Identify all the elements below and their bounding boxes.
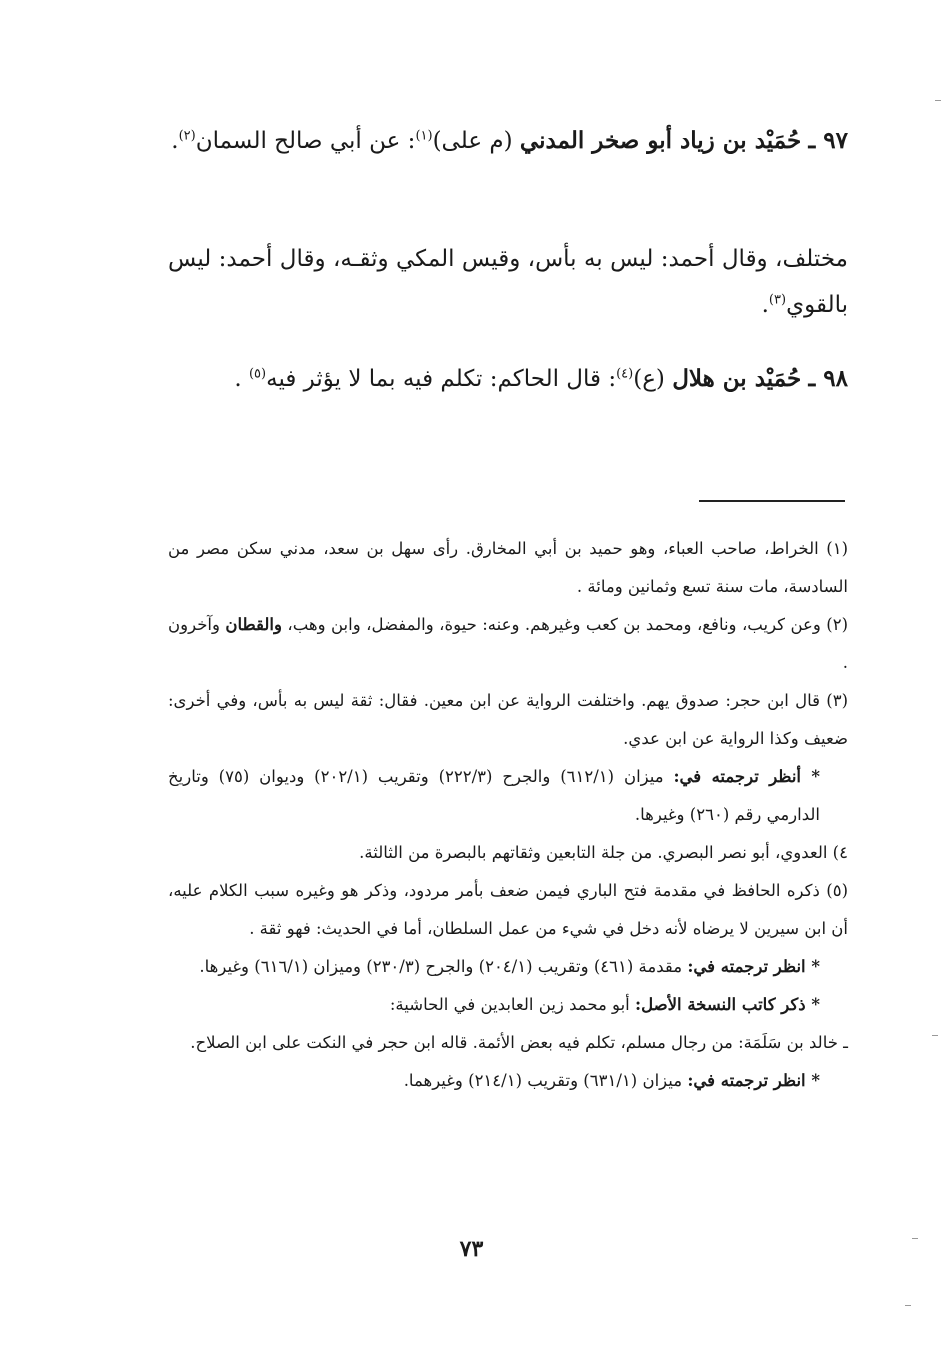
footnote-ref: (٥) [248,366,267,382]
footnote-text: (٢) وعن كريب، ونافع، ومحمد بن كعب وغيرهم. وعنه: حيوة، والمفضل، وابن وهب، [281,615,848,634]
footnote-5-khalid-sources [168,1062,848,1100]
sources-text: مقدمة (٤٦١) وتقريب (٢٠٤/١) والجرح (٢٣٠/٣) وميزان (٦١٦/١) وغيرها. [199,957,688,976]
sources-text: ميزان (٦١٢/١) والجرح (٢٢٢/٣) وتقريب (٢٠٢/١) وديوان (٧٥) وتاريخ الدارمي رقم (٢٦٠) وغيرها. [168,767,820,824]
entry-number: ٩٨ ـ [808,365,848,392]
narrator-code: (م على) [432,128,513,154]
footnote-5-scribe-note [168,986,848,1024]
entry-end: . [761,292,769,318]
entry-97-continuation [168,236,848,328]
sources-text: ميزان (٦٣١/١) وتقريب (٢١٤/١) وغيرهما. [403,1071,688,1090]
entry-end: . [234,366,249,392]
scribe-text: أبو محمد زين العابدين في الحاشية: [389,995,635,1014]
footnote-1: (١) الخراط، صاحب العباء، وهو حميد بن أبي المخارق. رأى سهل بن سعد، مدني سكن مصر من السادسة، مات سنة تسع وثمانين ومائة . [168,539,848,596]
entry-text: : عن أبي صالح السمان [195,128,416,154]
entry-end: . [171,128,179,154]
scan-mark [905,1305,911,1306]
footnote-ref: (٣) [768,292,787,308]
footnote-2 [168,606,848,682]
page-number: ٧٣ [459,1236,484,1262]
entry-98 [168,356,848,402]
footnote-ref: (٤) [616,366,634,382]
narrator-name: حُمَيْد بن زياد أبو صخر المدني [519,127,802,154]
entry-97 [168,118,848,164]
scan-mark [932,1035,938,1036]
narrator-name: حُمَيْد بن هلال [672,365,802,392]
narrator-code: (ع) [633,366,665,392]
scan-mark [912,1238,918,1239]
entry-number: ٩٧ ـ [808,127,848,154]
footnote-text-bold: والقطان [225,615,282,634]
footnote-5-sources [168,948,848,986]
footnotes [168,530,848,1100]
footnote-5-khalid: ـ خالد بن سَلَمَة: من رجال مسلم، تكلم فيه بعض الأئمة. قاله ابن حجر في النكت على ابن الصلاح. [190,1033,848,1052]
scan-mark [935,100,941,101]
footnote-5: (٥) ذكره الحافظ في مقدمة فتح الباري فيمن ضعف بأمر مردود، وذكر هو وغيره سبب الكلام عليه، أن ابن سيرين لا يرضاه لأنه دخل في شيء من عمل السلطان، أما في الحديث: فهو ثقة . [168,881,848,938]
footnote-ref: (٢) [178,128,196,144]
footnote-separator [699,500,845,502]
sources-label: * أنظر ترجمته في: [673,767,821,786]
sources-label: * انظر ترجمته في: [687,1071,820,1090]
footnote-3-sources [168,758,848,834]
footnote-ref: (١) [415,128,433,144]
entry-text: مختلف، وقال أحمد: ليس به بأس، وقيس المكي وثقـه، وقال أحمد: ليس بالقوي [168,246,849,318]
entry-text: : قال الحاكم: تكلم فيه بما لا يؤثر فيه [266,366,617,392]
scribe-label: * ذكر كاتب النسخة الأصل: [635,995,820,1014]
sources-label: * انظر ترجمته في: [687,957,820,976]
footnote-text: وآخرون . [168,615,848,672]
footnote-3: (٣) قال ابن حجر: صدوق يهم. واختلفت الرواية عن ابن معين. فقال: ثقة ليس به بأس، وفي أخرى: ضعيف وكذا الرواية عن ابن عدي. [168,691,848,748]
footnote-4: ٤) العدوي، أبو نصر البصري. من جلة التابعين وثقاتهم بالبصرة من الثالثة. [359,843,848,862]
